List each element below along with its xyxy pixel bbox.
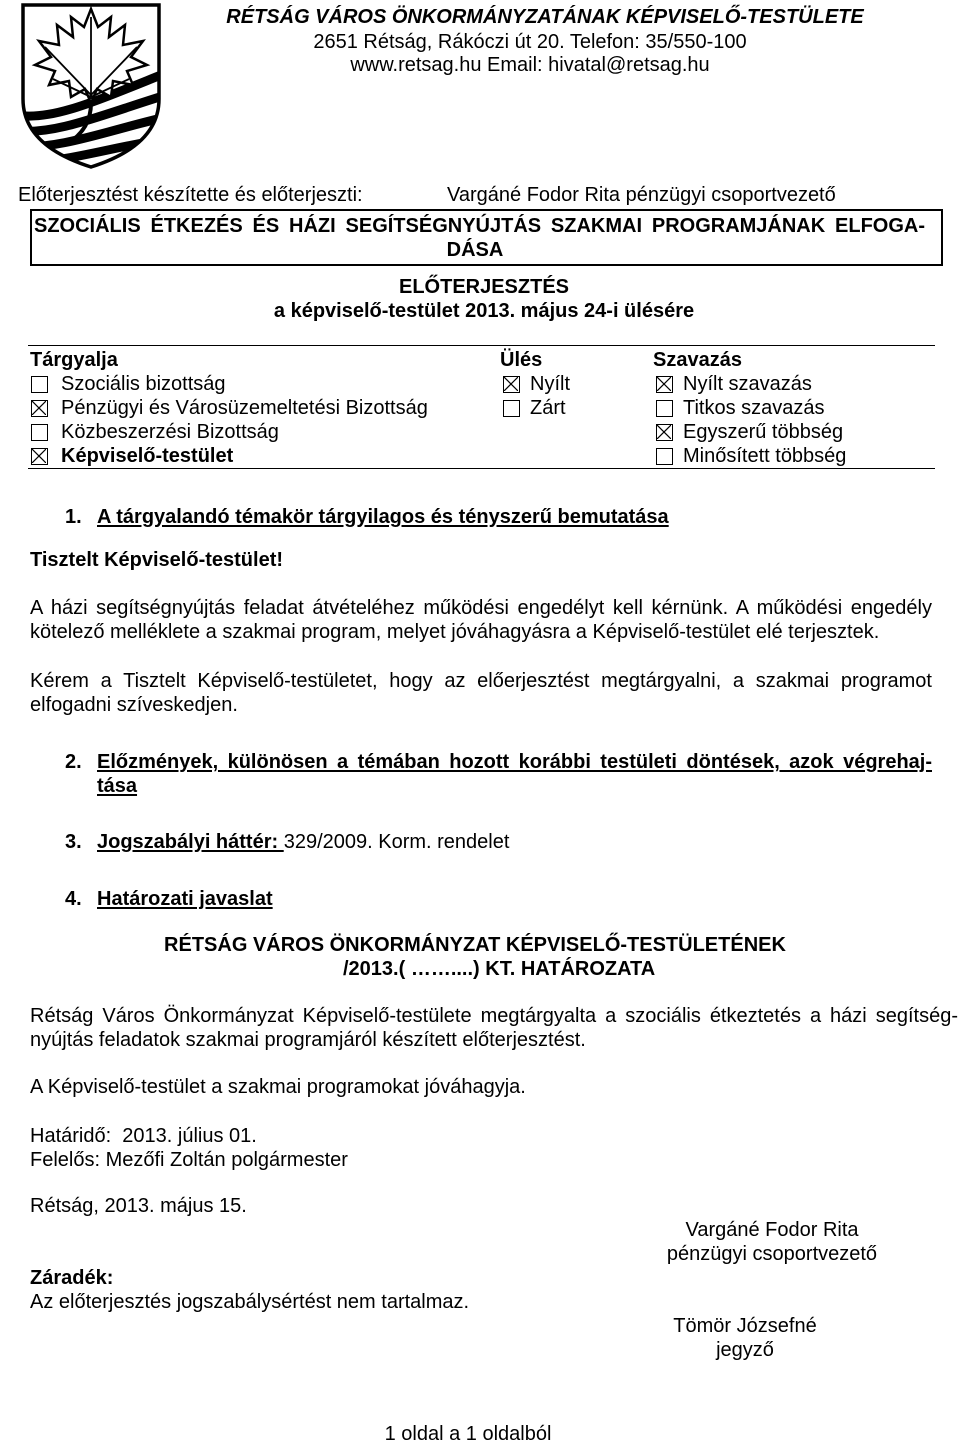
resolution-deadline: Határidő: 2013. július 01. [30,1125,257,1147]
checkbox-icon [31,376,48,393]
checkbox-icon [31,448,48,465]
crest-emblem [21,3,161,169]
letterhead-web: www.retsag.hu Email: hivatal@retsag.hu [350,54,710,76]
voting-label: Titkos szavazás [683,397,825,419]
place-date: Rétság, 2013. május 15. [30,1195,247,1217]
table-row [0,444,960,468]
header-session: Ülés [500,349,543,371]
session-cell [502,372,570,396]
section-3-line [97,830,509,854]
section-2-number: 2. [65,751,82,773]
resolution-text-line-1: Rétság Város Önkormányzat Képviselő-testülete megtárgyalta a szociális étkeztetés a házi segítség- [30,1005,958,1027]
section-4-number: 4. [65,888,82,910]
notary-name: Tömör Józsefné [673,1315,817,1337]
discussed-by-label: Képviselő-testület [61,445,234,467]
page-number: 1 oldal a 1 oldalból [384,1423,552,1445]
checkbox-icon [656,400,673,417]
cross-mark-icon [32,401,46,415]
checkbox-icon [656,424,673,441]
checkbox-icon [31,424,48,441]
discussed-by-cell [30,444,233,468]
table-header-row [0,348,960,372]
voting-label: Minősített többség [683,445,847,467]
voting-cell [655,444,846,468]
checkbox-icon [503,400,520,417]
resolution-title: RÉTSÁG VÁROS ÖNKORMÁNYZAT KÉPVISELŐ-TESTÜLETÉNEK [164,934,786,956]
cross-mark-icon [504,377,518,391]
voting-label: Nyílt szavazás [683,373,812,395]
voting-cell [655,396,825,420]
subject-line-2: DÁSA [446,239,504,261]
table-row [0,396,960,420]
header-discussed-by: Tárgyalja [30,349,118,371]
section-2-heading-line-1: Előzmények, különösen a témában hozott korábbi testületi döntések, azok végrehaj- [97,751,932,773]
paragraph-1-line-1: A házi segítségnyújtás feladat átvételéhez működési engedélyt kell kérnünk. A működési engedély [30,597,932,619]
header-voting: Szavazás [653,349,742,371]
discussed-by-label: Közbeszerzési Bizottság [61,421,279,443]
resolution-responsible: Felelős: Mezőfi Zoltán polgármester [30,1149,348,1171]
cross-mark-icon [657,425,671,439]
section-1-heading: A tárgyalandó témakör tárgyilagos és tényszerű bemutatása [97,506,669,528]
proposal-subtitle: a képviselő-testület 2013. május 24-i ülésére [273,300,695,322]
discussed-by-cell [30,420,279,444]
paragraph-2-line-2: elfogadni szíveskedjen. [30,694,238,716]
resolution-approval: A Képviselő-testület a szakmai programokat jóváhagyja. [30,1076,526,1098]
discussed-by-cell [30,372,226,396]
letterhead-title: RÉTSÁG VÁROS ÖNKORMÁNYZATÁNAK KÉPVISELŐ-TESTÜLETE [226,6,864,28]
session-cell [502,396,566,420]
cross-mark-icon [32,449,46,463]
resolution-number: /2013.( ……....) KT. HATÁROZATA [343,958,656,980]
author-name: Vargáné Fodor Rita pénzügyi csoportvezető [447,184,836,206]
discussed-by-cell [30,396,428,420]
preparer-name: Vargáné Fodor Rita [685,1219,859,1241]
table-row [0,372,960,396]
resolution-text-line-2: nyújtás feladatok szakmai programjáról készített előterjesztést. [30,1029,586,1051]
table-row [0,420,960,444]
author-label: Előterjesztést készítette és előterjeszti: [18,184,363,206]
section-3-number: 3. [65,831,82,853]
session-label: Zárt [530,397,566,419]
preparer-title: pénzügyi csoportvezető [666,1243,878,1265]
subject-box [30,209,943,266]
discussed-by-label: Szociális bizottság [61,373,226,395]
subject-line-1: SZOCIÁLIS ÉTKEZÉS ÉS HÁZI SEGÍTSÉGNYÚJTÁS SZAKMAI PROGRAMJÁNAK ELFOGA- [34,215,925,237]
salutation: Tisztelt Képviselő-testület! [30,549,284,571]
voting-cell [655,372,812,396]
checkbox-icon [503,376,520,393]
cross-mark-icon [657,377,671,391]
voting-cell [655,420,843,444]
clause-text: Az előterjesztés jogszabálysértést nem tartalmaz. [30,1291,470,1313]
paragraph-1-line-2: kötelező melléklete a szakmai program, melyet jóváhagyásra a Képviselő-testület elé terjesztek. [30,621,880,643]
letterhead-address: 2651 Rétság, Rákóczi út 20. Telefon: 35/550-100 [313,31,747,53]
voting-label: Egyszerű többség [683,421,844,443]
section-1-number: 1. [65,506,82,528]
checkbox-icon [656,376,673,393]
proposal-title: ELŐTERJESZTÉS [398,276,570,298]
checkbox-icon [31,400,48,417]
section-3-heading: Jogszabályi háttér: [97,831,284,853]
paragraph-2-line-1: Kérem a Tisztelt Képviselő-testületet, hogy az előerjesztést megtárgyalni, a szakmai programot [30,670,932,692]
section-4-heading: Határozati javaslat [97,888,273,910]
notary-title: jegyző [716,1339,774,1361]
discussed-by-label: Pénzügyi és Városüzemeltetési Bizottság [61,397,428,419]
checkbox-icon [656,448,673,465]
session-label: Nyílt [530,373,570,395]
section-3-text: 329/2009. Korm. rendelet [283,831,510,853]
section-2-heading-line-2: tása [97,775,138,797]
clause-label: Záradék: [30,1267,114,1289]
